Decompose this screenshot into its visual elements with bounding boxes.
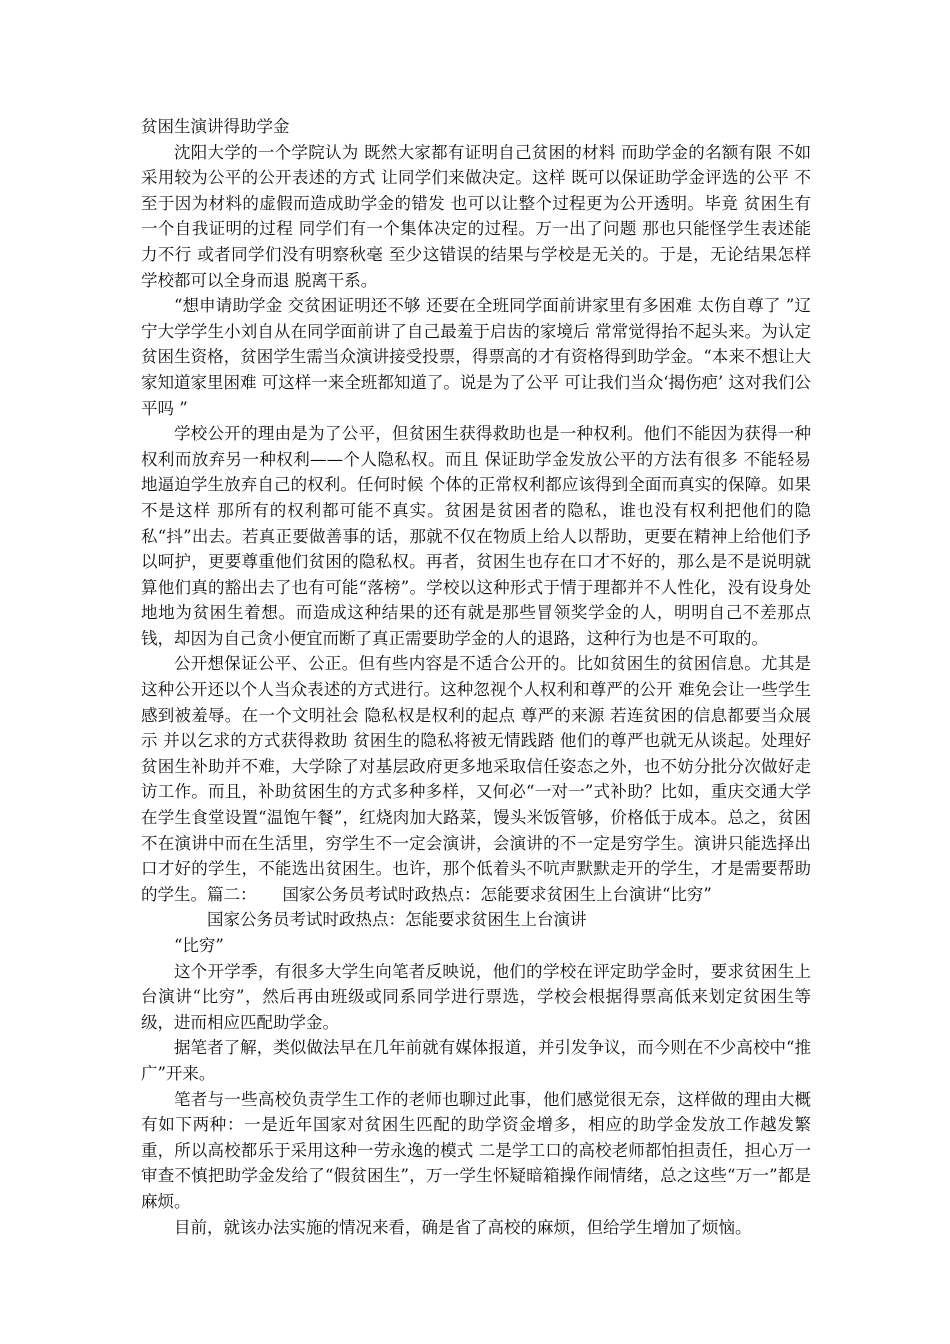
paragraph: 学校公开的理由是为了公平，但贫困生获得救助也是一种权利。他们不能因为获得一种权利而放弃另一种权利——个人隐私权。而且 保证助学金发放公平的方法有很多 不能轻易地逼迫学生放弃自己的权利。任何时候 个体的正常权利都应该得到全面而真实的保障。如果不是这样 那所有的权利都可能不真实。贫困是贫困者的隐私，谁也没有权利把他们的隐私“抖”出去。若真正要做善事的话，那就不仅在物质上给人以帮助，更要在精神上给他们予以呵护，更要尊重他们贫困的隐私权。再者，贫困生也存在口才不好的，那么是不是说明就算他们真的豁出去了也有可能“落榜”。学校以这种形式于情于理都并不人性化，没有设身处地地为贫困生着想。而造成这种结果的还有就是那些冒领奖学金的人，明明自己不差那点钱，却因为自己贪小便宜而断了真正需要助学金的人的退路，这种行为也是不可取的。 — [141, 424, 811, 648]
paragraph: 沈阳大学的一个学院认为 既然大家都有证明自己贫困的材料 而助学金的名额有限 不如采用较为公平的公开表述的方式 让同学们来做决定。这样 既可以保证助学金评选的公平 不至于因为材料的虚假而造成助学金的错发 也可以让整个过程更为公开透明。毕竟 贫困生有一个自我证明的过程 同学们有一个集体决定的过程。万一出了问题 那也只能怪学生表述能力不行 或者同学们没有明察秋毫 至少这错误的结果与学校是无关的。于是，无论结果怎样 学校都可以全身而退 脱离干系。 — [141, 142, 811, 290]
document-page — [141, 114, 811, 1240]
section-heading-continued: “比穷” — [174, 936, 224, 955]
inline-heading: 国家公务员考试时政热点：怎能要求贫困生上台演讲“比穷” — [282, 884, 712, 904]
paragraph: 这个开学季，有很多大学生向笔者反映说，他们的学校在评定助学金时，要求贫困生上台演讲“比穷”，然后再由班级或同系同学进行票选，学校会根据得票高低来划定贫困生等级，进而相应匹配助学金。 — [141, 961, 811, 1032]
paragraph — [141, 651, 811, 907]
document-title: 贫困生演讲得助学金 — [141, 117, 290, 136]
section-heading: 国家公务员考试时政热点：怎能要求贫困生上台演讲 — [207, 910, 587, 930]
paragraph: 据笔者了解，类似做法早在几年前就有媒体报道，并引发争议，而今则在不少高校中“推广”开来。 — [141, 1038, 811, 1083]
paragraph-text: 公开想保证公平、公正。但有些内容是不适合公开的。比如贫困生的贫困信息。尤其是这种公开还以个人当众表述的方式进行。这种忽视个人权利和尊严的公开 难免会让一些学生感到被羞辱。在一个文明社会 隐私权是权利的起点 尊严的来源 若连贫困的信息都要当众展示 并以乞求的方式获得救助 贫困生的隐私将被无情践踏 他们的尊严也就无从谈起。处理好贫困生补助并不难，大学除了对基层政府更多地采取信任姿态之外，也不妨分批分次做好走访工作。而且，补助贫困生的方式多种多样，又何必“一对一”式补助？比如，重庆交通大学在学生食堂设置“温饱午餐”，红烧肉加大路菜，馒头米饭管够，价格低于成本。总之，贫困不在演讲中而在生活里，穷学生不一定会演讲，会演讲的不一定是穷学生。演讲只能选择出口才好的学生，不能选出贫困生。也许，那个低着头不吭声默默走开的学生，才是需要帮助的学生。篇二： — [141, 654, 811, 904]
paragraph: 目前，就该办法实施的情况来看，确是省了高校的麻烦，但给学生增加了烦恼。 — [174, 1217, 752, 1237]
paragraph: 笔者与一些高校负责学生工作的老师也聊过此事，他们感觉很无奈，这样做的理由大概有如下两种：一是近年国家对贫困生匹配的助学资金增多，相应的助学金发放工作越发繁重，所以高校都乐于采用这种一劳永逸的模式 二是学工口的高校老师都怕担责任，担心万一审查不慎把助学金发给了“假贫困生”，万一学生怀疑暗箱操作闹情绪，总之这些“万一”都是麻烦。 — [141, 1089, 811, 1211]
paragraph: “想申请助学金 交贫困证明还不够 还要在全班同学面前讲家里有多困难 太伤自尊了 ”辽宁大学学生小刘自从在同学面前讲了自己最羞于启齿的家境后 常常觉得抬不起头来。为认定贫困生资格，贫困学生需当众演讲接受投票，得票高的才有资格得到助学金。“本来不想让大家知道家里困难 可这样一来全班都知道了。说是为了公平 可让我们当众‘揭伤疤’ 这对我们公平吗 ” — [141, 296, 811, 418]
